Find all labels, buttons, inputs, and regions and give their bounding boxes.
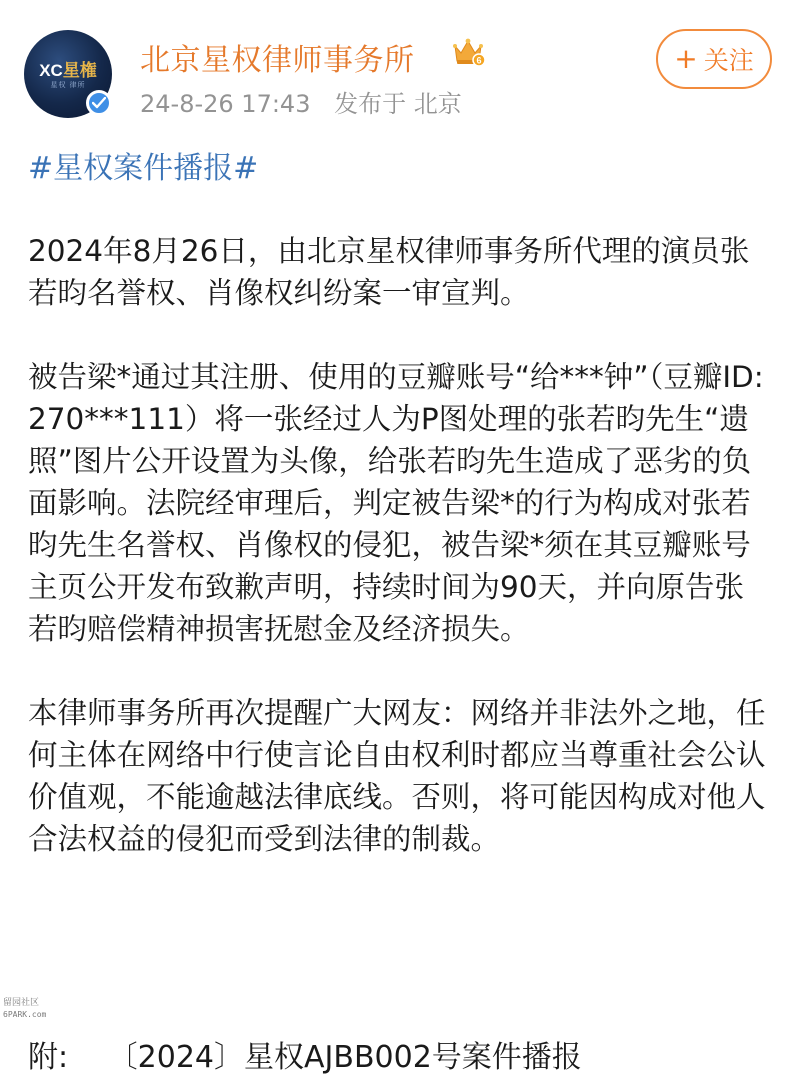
follow-button[interactable]: [656, 29, 772, 89]
post-paragraph: 本律师事务所再次提醒广大网友：网络并非法外之地，任何主体在网络中行使言论自由权利时都应当尊重社会公认价值观，不能逾越法律底线。否则，将可能因构成对他人合法权益的侵犯而受到法律的制裁。: [28, 696, 766, 856]
svg-text:6: 6: [476, 55, 482, 66]
post-source: 发布于 北京: [334, 90, 462, 118]
attachment-line: [28, 1032, 582, 1076]
watermark-line: 6PARK.com: [3, 1010, 47, 1019]
verified-icon: [86, 90, 112, 116]
crown-icon[interactable]: [452, 36, 486, 68]
follow-label: 关注: [703, 46, 754, 75]
post-content: [28, 230, 773, 902]
avatar-logo-sub: 星权 律所: [50, 82, 86, 89]
watermark: [3, 998, 46, 1020]
avatar-logo: XC星権: [39, 61, 97, 80]
account-name[interactable]: 北京星权律师事务所: [140, 43, 415, 78]
attachment-text: 〔2024〕星权AJBB002号案件播报: [107, 1040, 582, 1075]
post-header: [0, 0, 800, 130]
post-meta: [140, 84, 478, 119]
post-timestamp: 24-8-26 17:43: [140, 90, 311, 118]
plus-icon: +: [674, 42, 698, 75]
topic-hashtag[interactable]: #星权案件播报#: [28, 151, 259, 186]
watermark-line: 留园社区: [3, 998, 40, 1008]
attachment-label: 附:: [28, 1040, 69, 1075]
post-paragraph: 被告梁*通过其注册、使用的豆瓣账号“给***钟”（豆瓣ID: 270***111）将一张经过人为P图处理的张若昀先生“遗照”图片公开设置为头像，给张若昀先生造成了恶劣的负面影响。法院经审理后，判定被告梁*的行为构成对张若昀先生名誉权、肖像权的侵犯，被告梁*须在其豆瓣账号主页公开发布致歉声明，持续时间为90天，并向原告张若昀赔偿精神损害抚慰金及经济损失。: [28, 360, 774, 646]
post-paragraph: 2024年8月26日，由北京星权律师事务所代理的演员张若昀名誉权、肖像权纠纷案一审宣判。: [28, 234, 750, 310]
